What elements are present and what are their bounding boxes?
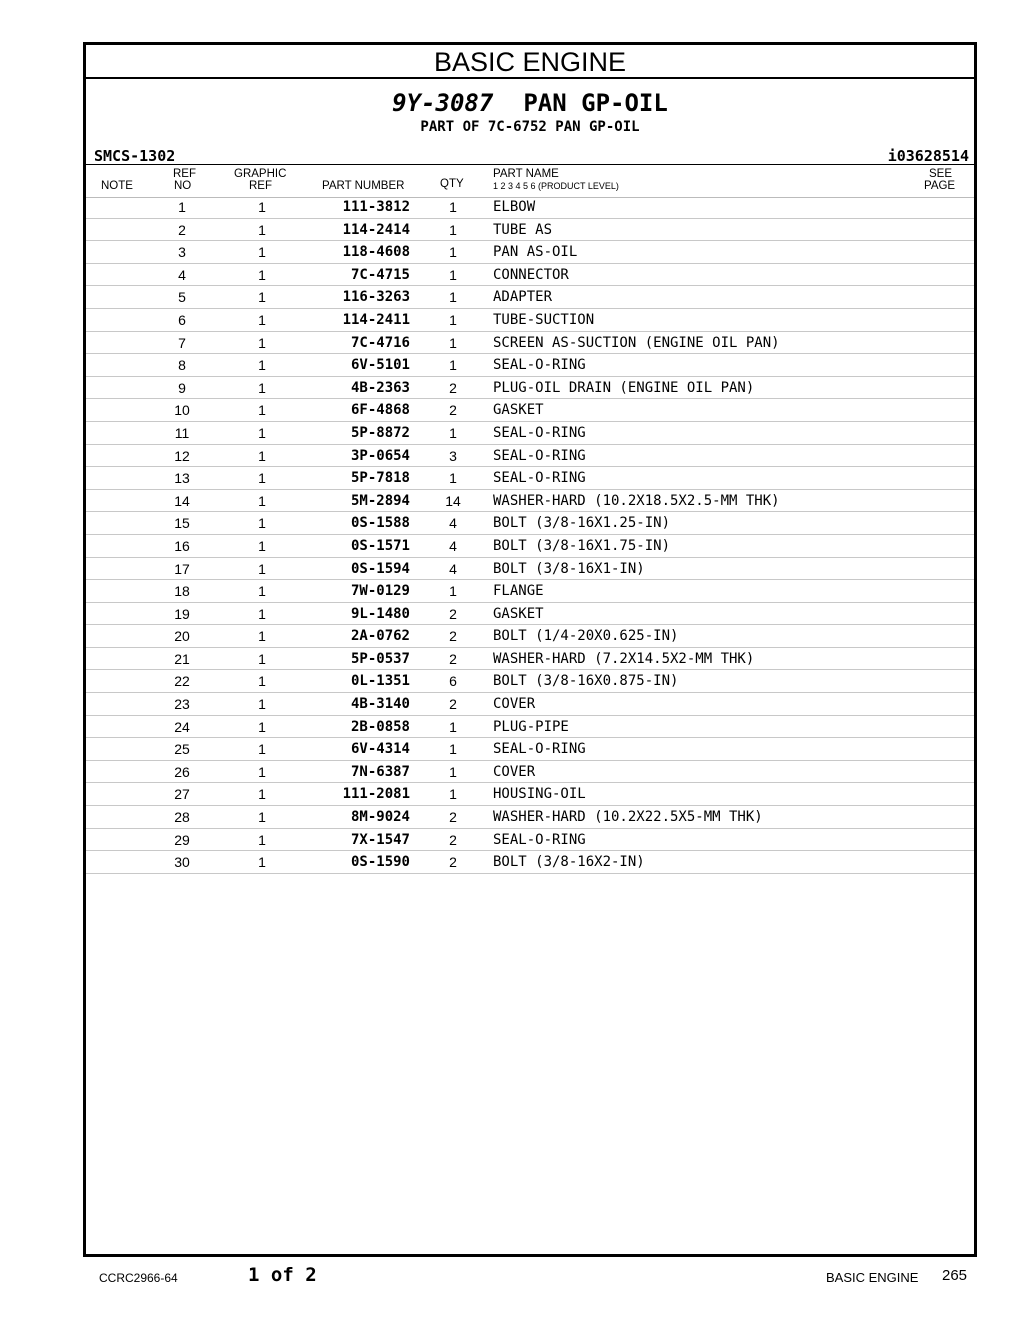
part-name-cell: WASHER-HARD (10.2X18.5X2.5-MM THK) — [493, 492, 780, 509]
header-see-top: SEE — [929, 168, 953, 180]
document-id: i03628514 — [887, 147, 969, 165]
graphic-ref-cell: 1 — [258, 402, 266, 419]
part-name-cell: WASHER-HARD (7.2X14.5X2-MM THK) — [493, 650, 755, 667]
qty-cell: 1 — [449, 266, 457, 283]
part-of-line: PART OF 7C-6752 PAN GP-OIL — [420, 119, 640, 135]
part-number-cell: 3P-0654 — [350, 447, 410, 464]
part-number-cell: 0S-1594 — [350, 560, 410, 577]
part-number-cell: 4B-3140 — [350, 696, 410, 713]
part-number-cell: 6V-5101 — [350, 357, 410, 374]
table-row — [86, 716, 974, 739]
footer-doc-code: CCRC2966-64 — [99, 1271, 178, 1285]
smcs-code: SMCS-1302 — [94, 147, 176, 165]
ref-no-cell: 23 — [174, 696, 190, 713]
ref-no-cell: 16 — [174, 537, 190, 554]
header-ref-bottom: NO — [174, 180, 192, 192]
header-qty: QTY — [440, 178, 464, 190]
ref-no-cell: 30 — [174, 854, 190, 871]
part-name-cell: BOLT (3/8-16X1-IN) — [493, 560, 645, 577]
graphic-ref-cell: 1 — [258, 244, 266, 261]
table-row — [86, 512, 974, 535]
graphic-ref-cell: 1 — [258, 357, 266, 374]
qty-cell: 2 — [449, 854, 457, 871]
qty-cell: 6 — [449, 673, 457, 690]
part-number-cell: 7X-1547 — [350, 831, 410, 848]
part-name-cell: COVER — [493, 696, 536, 713]
part-number-cell: 111-2081 — [342, 786, 410, 803]
graphic-ref-cell: 1 — [258, 515, 266, 532]
ref-no-cell: 24 — [174, 718, 190, 735]
header-graphic-bottom: REF — [249, 180, 272, 192]
part-name-cell: HOUSING-OIL — [493, 786, 586, 803]
table-row — [86, 670, 974, 693]
part-number-cell: 7C-4715 — [350, 266, 410, 283]
header-product-levels: 1 2 3 4 5 6 (PRODUCT LEVEL) — [493, 181, 619, 191]
qty-cell: 3 — [449, 447, 457, 464]
graphic-ref-cell: 1 — [258, 809, 266, 826]
qty-cell: 1 — [449, 718, 457, 735]
table-row — [86, 490, 974, 513]
header-part-name: PART NAME — [493, 168, 559, 180]
table-row — [86, 286, 974, 309]
part-number-cell: 114-2414 — [342, 221, 410, 238]
ref-no-cell: 1 — [178, 199, 186, 215]
ref-no-cell: 6 — [178, 311, 186, 328]
table-row — [86, 445, 974, 468]
qty-cell: 2 — [449, 831, 457, 848]
table-row — [86, 603, 974, 626]
qty-cell: 1 — [449, 424, 457, 441]
qty-cell: 1 — [449, 357, 457, 374]
table-row — [86, 648, 974, 671]
ref-no-cell: 27 — [174, 786, 190, 803]
ref-no-cell: 3 — [178, 244, 186, 261]
qty-cell: 2 — [449, 605, 457, 622]
part-number-cell: 6F-4868 — [350, 402, 410, 419]
part-number-cell: 0S-1571 — [350, 537, 410, 554]
part-name-cell: CONNECTOR — [493, 266, 569, 283]
graphic-ref-cell: 1 — [258, 628, 266, 645]
table-row — [86, 625, 974, 648]
section-title: BASIC ENGINE — [86, 45, 974, 79]
part-name-cell: WASHER-HARD (10.2X22.5X5-MM THK) — [493, 809, 763, 826]
part-number-cell: 0S-1590 — [350, 854, 410, 871]
qty-cell: 1 — [449, 199, 457, 215]
part-name-cell: SEAL-O-RING — [493, 741, 586, 758]
graphic-ref-cell: 1 — [258, 718, 266, 735]
part-number-cell: 116-3263 — [342, 289, 410, 306]
table-row — [86, 309, 974, 332]
qty-cell: 1 — [449, 244, 457, 261]
footer-page-of: 1 of 2 — [248, 1264, 317, 1286]
ref-no-cell: 10 — [174, 402, 190, 419]
table-row — [86, 829, 974, 852]
ref-no-cell: 28 — [174, 809, 190, 826]
part-number-cell: 5P-0537 — [350, 650, 410, 667]
ref-no-cell: 15 — [174, 515, 190, 532]
part-number-cell: 5M-2894 — [350, 492, 410, 509]
part-number-cell: 0L-1351 — [350, 673, 410, 690]
qty-cell: 1 — [449, 334, 457, 351]
table-row — [86, 422, 974, 445]
table-row — [86, 783, 974, 806]
ref-no-cell: 4 — [178, 266, 186, 283]
part-number-cell: 5P-7818 — [350, 470, 410, 487]
header-ref-top: REF — [173, 168, 196, 180]
part-number-cell: 114-2411 — [342, 311, 410, 328]
part-name-cell: BOLT (1/4-20X0.625-IN) — [493, 628, 679, 645]
part-name-cell: BOLT (3/8-16X0.875-IN) — [493, 673, 679, 690]
part-number-cell: 7C-4716 — [350, 334, 410, 351]
part-name-cell: ELBOW — [493, 199, 536, 215]
part-name-cell: PAN AS-OIL — [493, 244, 578, 261]
part-number-cell: 0S-1588 — [350, 515, 410, 532]
parts-table-body — [86, 196, 974, 874]
graphic-ref-cell: 1 — [258, 311, 266, 328]
ref-no-cell: 21 — [174, 650, 190, 667]
part-name-cell: SEAL-O-RING — [493, 424, 586, 441]
graphic-ref-cell: 1 — [258, 763, 266, 780]
part-number-cell: 2A-0762 — [350, 628, 410, 645]
ref-no-cell: 19 — [174, 605, 190, 622]
graphic-ref-cell: 1 — [258, 221, 266, 238]
qty-cell: 4 — [449, 515, 457, 532]
group-name: PAN GP-OIL — [523, 89, 668, 117]
table-row — [86, 806, 974, 829]
graphic-ref-cell: 1 — [258, 537, 266, 554]
qty-cell: 2 — [449, 696, 457, 713]
graphic-ref-cell: 1 — [258, 786, 266, 803]
part-name-cell: BOLT (3/8-16X2-IN) — [493, 854, 645, 871]
graphic-ref-cell: 1 — [258, 650, 266, 667]
group-title — [86, 89, 974, 117]
qty-cell: 4 — [449, 560, 457, 577]
qty-cell: 2 — [449, 628, 457, 645]
part-number-cell: 4B-2363 — [350, 379, 410, 396]
ref-no-cell: 9 — [178, 379, 186, 396]
table-row — [86, 354, 974, 377]
footer-section: BASIC ENGINE — [826, 1270, 919, 1285]
graphic-ref-cell: 1 — [258, 492, 266, 509]
part-name-cell: SCREEN AS-SUCTION (ENGINE OIL PAN) — [493, 334, 780, 351]
table-row — [86, 851, 974, 874]
ref-no-cell: 20 — [174, 628, 190, 645]
table-row — [86, 332, 974, 355]
qty-cell: 1 — [449, 311, 457, 328]
graphic-ref-cell: 1 — [258, 673, 266, 690]
ref-no-cell: 12 — [174, 447, 190, 464]
table-row — [86, 535, 974, 558]
graphic-ref-cell: 1 — [258, 583, 266, 600]
qty-cell: 1 — [449, 786, 457, 803]
part-name-cell: ADAPTER — [493, 289, 553, 306]
qty-cell: 2 — [449, 379, 457, 396]
graphic-ref-cell: 1 — [258, 266, 266, 283]
part-number-cell: 9L-1480 — [350, 605, 410, 622]
qty-cell: 4 — [449, 537, 457, 554]
ref-no-cell: 8 — [178, 357, 186, 374]
ref-no-cell: 13 — [174, 470, 190, 487]
graphic-ref-cell: 1 — [258, 424, 266, 441]
table-row — [86, 219, 974, 242]
graphic-ref-cell: 1 — [258, 334, 266, 351]
part-name-cell: COVER — [493, 763, 536, 780]
ref-no-cell: 5 — [178, 289, 186, 306]
part-name-cell: SEAL-O-RING — [493, 357, 586, 374]
qty-cell: 1 — [449, 763, 457, 780]
part-number-cell: 6V-4314 — [350, 741, 410, 758]
part-number-cell: 7W-0129 — [350, 583, 410, 600]
table-row — [86, 264, 974, 287]
table-row — [86, 693, 974, 716]
ref-no-cell: 2 — [178, 221, 186, 238]
header-part-number: PART NUMBER — [322, 180, 405, 192]
table-header — [86, 164, 974, 198]
ref-no-cell: 11 — [174, 424, 190, 441]
table-row — [86, 196, 974, 219]
table-row — [86, 558, 974, 581]
part-number-cell: 8M-9024 — [350, 809, 410, 826]
header-note: NOTE — [101, 180, 133, 192]
part-number-cell: 118-4608 — [342, 244, 410, 261]
table-row — [86, 738, 974, 761]
ref-no-cell: 22 — [174, 673, 190, 690]
table-row — [86, 241, 974, 264]
parts-page-frame — [83, 42, 977, 1257]
group-number: 9Y-3087 — [392, 89, 494, 117]
table-row — [86, 467, 974, 490]
part-name-cell: TUBE AS — [493, 221, 553, 238]
part-name-cell: SEAL-O-RING — [493, 447, 586, 464]
ref-no-cell: 26 — [174, 763, 190, 780]
header-graphic-top: GRAPHIC — [234, 168, 287, 180]
graphic-ref-cell: 1 — [258, 470, 266, 487]
part-number-cell: 2B-0858 — [350, 718, 410, 735]
part-name-cell: SEAL-O-RING — [493, 831, 586, 848]
graphic-ref-cell: 1 — [258, 831, 266, 848]
ref-no-cell: 29 — [174, 831, 190, 848]
part-name-cell: GASKET — [493, 402, 544, 419]
part-name-cell: FLANGE — [493, 583, 544, 600]
graphic-ref-cell: 1 — [258, 447, 266, 464]
part-name-cell: PLUG-OIL DRAIN (ENGINE OIL PAN) — [493, 379, 755, 396]
table-row — [86, 377, 974, 400]
part-name-cell: BOLT (3/8-16X1.75-IN) — [493, 537, 671, 554]
graphic-ref-cell: 1 — [258, 199, 266, 215]
ref-no-cell: 25 — [174, 741, 190, 758]
graphic-ref-cell: 1 — [258, 741, 266, 758]
part-number-cell: 7N-6387 — [350, 763, 410, 780]
qty-cell: 2 — [449, 650, 457, 667]
qty-cell: 14 — [445, 492, 461, 509]
qty-cell: 1 — [449, 221, 457, 238]
qty-cell: 1 — [449, 289, 457, 306]
qty-cell: 1 — [449, 741, 457, 758]
graphic-ref-cell: 1 — [258, 696, 266, 713]
qty-cell: 2 — [449, 809, 457, 826]
part-number-cell: 5P-8872 — [350, 424, 410, 441]
qty-cell: 1 — [449, 583, 457, 600]
footer-page-number: 265 — [942, 1267, 968, 1284]
part-name-cell: TUBE-SUCTION — [493, 311, 595, 328]
part-name-cell: GASKET — [493, 605, 544, 622]
part-name-cell: SEAL-O-RING — [493, 470, 586, 487]
ref-no-cell: 14 — [174, 492, 190, 509]
graphic-ref-cell: 1 — [258, 605, 266, 622]
graphic-ref-cell: 1 — [258, 289, 266, 306]
qty-cell: 1 — [449, 470, 457, 487]
ref-no-cell: 7 — [178, 334, 186, 351]
ref-no-cell: 17 — [174, 560, 190, 577]
graphic-ref-cell: 1 — [258, 379, 266, 396]
graphic-ref-cell: 1 — [258, 560, 266, 577]
ref-no-cell: 18 — [174, 583, 190, 600]
table-row — [86, 580, 974, 603]
part-name-cell: BOLT (3/8-16X1.25-IN) — [493, 515, 671, 532]
table-row — [86, 399, 974, 422]
table-row — [86, 761, 974, 784]
graphic-ref-cell: 1 — [258, 854, 266, 871]
header-see-bottom: PAGE — [924, 180, 956, 192]
part-name-cell: PLUG-PIPE — [493, 718, 569, 735]
qty-cell: 2 — [449, 402, 457, 419]
part-number-cell: 111-3812 — [342, 199, 410, 215]
